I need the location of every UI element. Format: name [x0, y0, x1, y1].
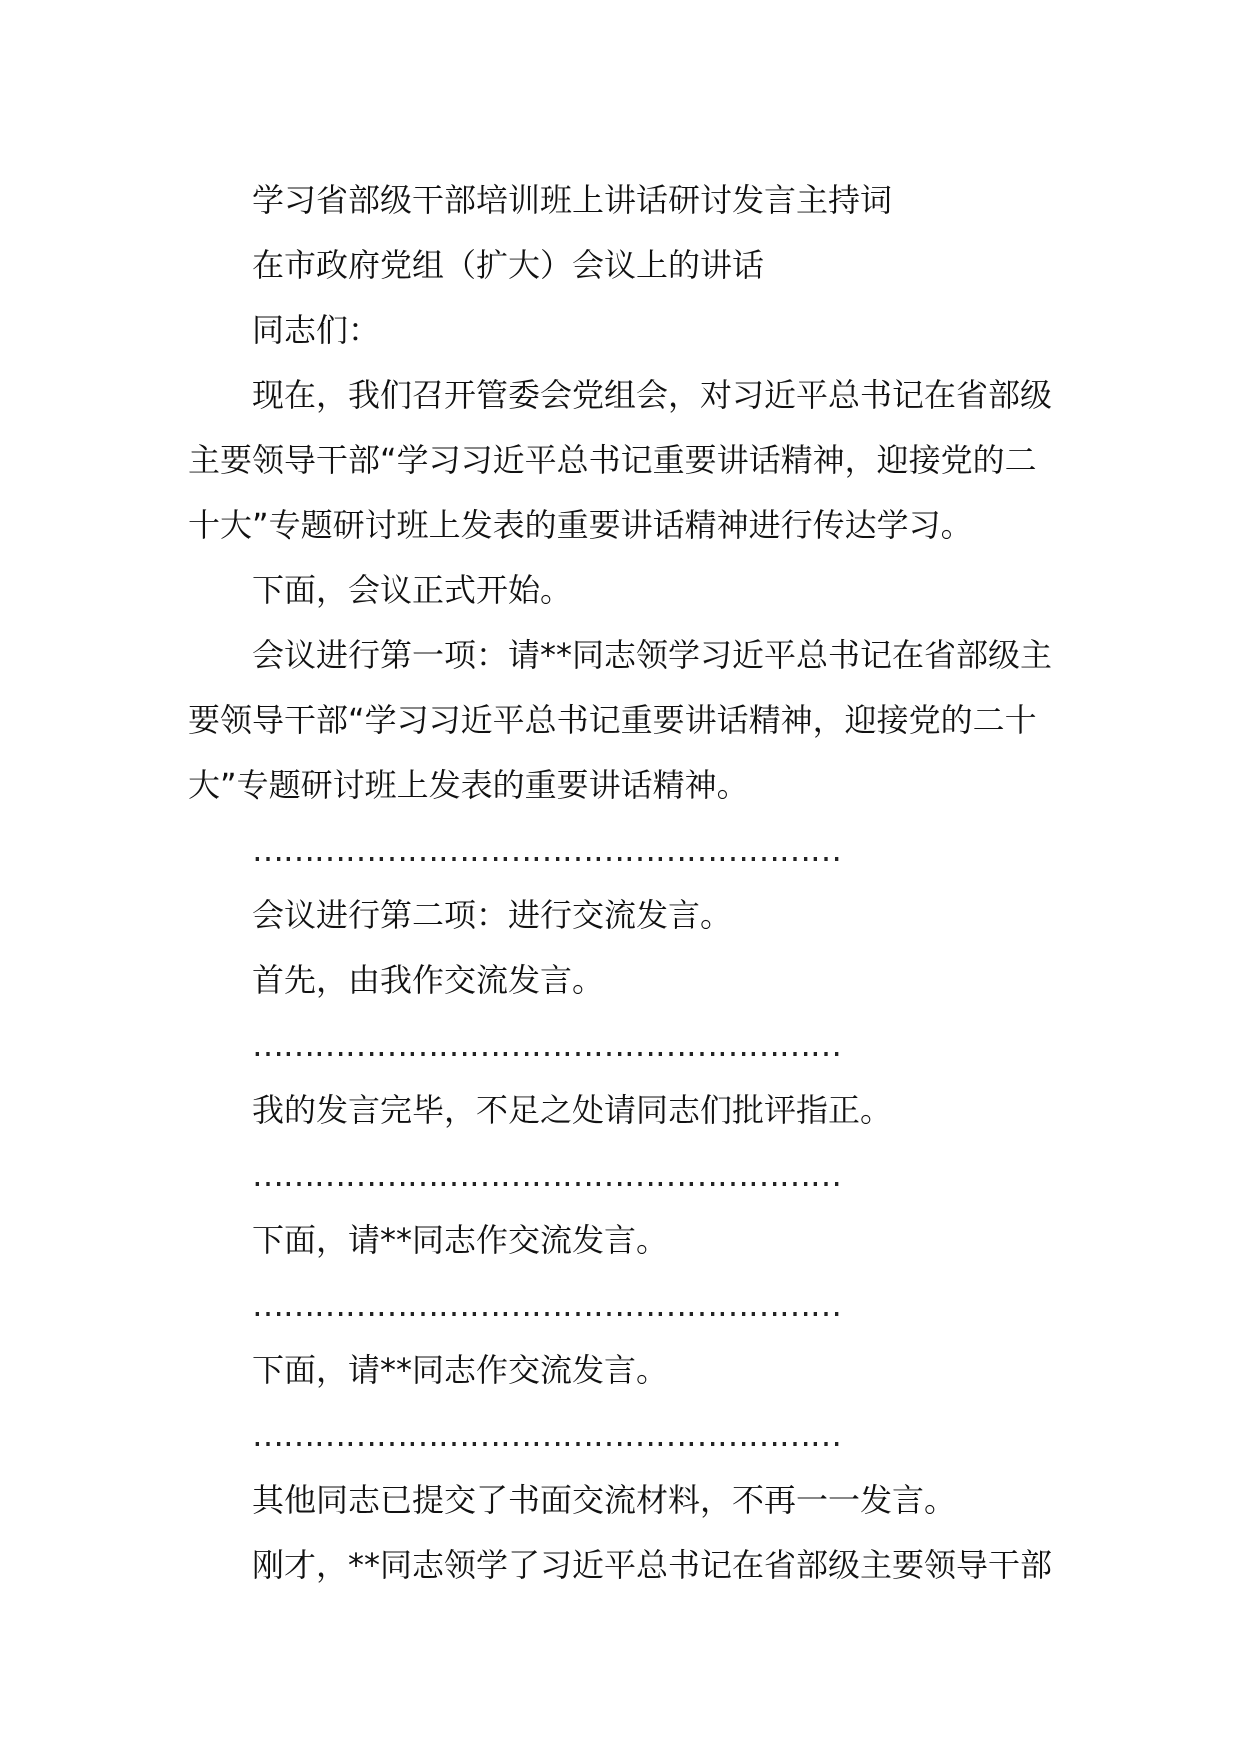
item-two-paragraph: 会议进行第二项：进行交流发言。	[252, 896, 733, 934]
first-speaker-paragraph: 首先，由我作交流发言。	[252, 961, 605, 999]
title-line: 学习省部级干部培训班上讲话研讨发言主持词	[252, 181, 893, 219]
meeting-start-paragraph: 下面，会议正式开始。	[252, 571, 573, 609]
summary-paragraph: 刚才，**同志领学了习近平总书记在省部级主要领导干部	[252, 1546, 1053, 1584]
document-body	[188, 168, 1056, 1598]
next-speaker-paragraph: 下面，请**同志作交流发言。	[252, 1221, 669, 1259]
speech-end-paragraph: 我的发言完毕，不足之处请同志们批评指正。	[252, 1091, 893, 1129]
ellipsis-divider: …………………………………………………	[252, 831, 841, 869]
ellipsis-divider: …………………………………………………	[252, 1286, 841, 1324]
next-speaker-paragraph: 下面，请**同志作交流发言。	[252, 1351, 669, 1389]
ellipsis-divider: …………………………………………………	[252, 1026, 841, 1064]
written-materials-paragraph: 其他同志已提交了书面交流材料，不再一一发言。	[252, 1481, 957, 1519]
ellipsis-divider: …………………………………………………	[252, 1416, 841, 1454]
subtitle-line: 在市政府党组（扩大）会议上的讲话	[252, 246, 765, 284]
salutation: 同志们：	[252, 311, 381, 349]
ellipsis-divider: …………………………………………………	[252, 1156, 841, 1194]
item-one-paragraph: 会议进行第一项：请**同志领学习近平总书记在省部级主要领导干部“学习习近平总书记重要讲话精神，迎接党的二十大”专题研讨班上发表的重要讲话精神。	[188, 636, 1053, 804]
opening-paragraph: 现在，我们召开管委会党组会，对习近平总书记在省部级主要领导干部“学习习近平总书记重要讲话精神，迎接党的二十大”专题研讨班上发表的重要讲话精神进行传达学习。	[188, 376, 1053, 544]
